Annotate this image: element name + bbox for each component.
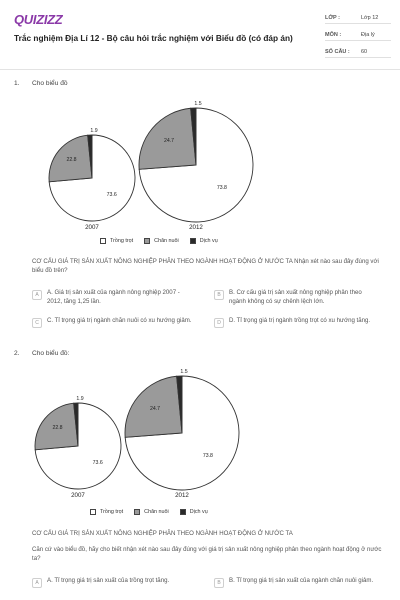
slice-value-label: 1.5 — [180, 369, 188, 375]
legend-item-livestock — [144, 238, 179, 244]
question-prompt: Cho biểu đồ — [32, 80, 68, 87]
pie-year-label: 2007 — [71, 492, 85, 499]
meta-label: MÔN : — [325, 32, 342, 38]
answer-option-a[interactable] — [32, 289, 192, 307]
document-title: Trắc nghiệm Địa Lí 12 - Bộ câu hỏi trắc nghiệm với Biểu đồ (có đáp án) — [14, 33, 293, 43]
legend-label: Trồng trọt — [100, 509, 124, 515]
chart-legend-q1 — [100, 238, 229, 244]
option-text: A. Giá trị sản xuất của ngành nông nghiệp 2007 - 2012, tăng 1,25 lần. — [47, 289, 180, 305]
meta-value: Địa lý — [361, 32, 375, 38]
slice-value-label: 1.9 — [76, 396, 84, 402]
legend-label: Chăn nuôi — [144, 509, 169, 515]
answer-option-a[interactable] — [32, 577, 192, 588]
legend-item-service — [190, 238, 218, 244]
pie-year-label: 2012 — [189, 224, 203, 231]
legend-swatch — [90, 509, 96, 515]
pie-year-label: 2012 — [175, 492, 189, 499]
legend-item-livestock — [134, 509, 169, 515]
pie-year-label: 2007 — [85, 224, 99, 231]
slice-value-label: 73.6 — [92, 460, 103, 466]
legend-item-service — [180, 509, 208, 515]
option-letter: A — [32, 578, 42, 588]
option-text: B. Cơ cấu giá trị sản xuất nông nghiệp phân theo ngành không có sự chênh lệch lớn. — [229, 289, 362, 305]
legend-label: Dịch vụ — [199, 238, 218, 244]
legend-swatch — [134, 509, 140, 515]
option-letter: A — [32, 290, 42, 300]
header-divider — [0, 69, 400, 70]
option-text: D. Tỉ trọng giá trị ngành trồng trọt có xu hướng tăng. — [229, 317, 371, 324]
meta-row-class — [325, 10, 391, 24]
slice-value-label: 22.8 — [52, 425, 63, 431]
option-letter: B — [214, 578, 224, 588]
legend-label: Trồng trọt — [110, 238, 134, 244]
option-letter: D — [214, 318, 224, 328]
question-description: CƠ CẤU GIÁ TRỊ SẢN XUẤT NÔNG NGHIỆP PHÂN THEO NGÀNH HOẠT ĐỘNG Ở NƯỚC TA Nhận xét nào sau đây đúng với biểu đồ trên? — [32, 258, 379, 274]
option-text: B. Tỉ trọng giá trị sản xuất của ngành chăn nuôi giảm. — [229, 577, 374, 584]
slice-value-label: 24.7 — [149, 406, 161, 413]
pie-chart-q2 — [26, 366, 256, 500]
meta-value: 60 — [361, 49, 368, 55]
question-number: 1. — [14, 80, 20, 87]
legend-swatch — [190, 238, 196, 244]
slice-value-label: 24.7 — [163, 138, 175, 145]
slice-value-label: 1.5 — [194, 101, 202, 107]
option-text: C. Tỉ trọng giá trị ngành chăn nuôi có xu hướng giảm. — [47, 317, 192, 324]
legend-swatch — [180, 509, 186, 515]
question-description: CƠ CẤU GIÁ TRỊ SẢN XUẤT NÔNG NGHIỆP PHÂN THEO NGÀNH HOẠT ĐỘNG Ở NƯỚC TA — [32, 530, 293, 537]
legend-label: Chăn nuôi — [154, 238, 179, 244]
option-letter: B — [214, 290, 224, 300]
meta-value: Lớp 12 — [361, 15, 379, 21]
pie-chart-q1 — [40, 98, 270, 232]
question-number: 2. — [14, 350, 20, 357]
answer-option-b[interactable] — [214, 577, 374, 588]
chart-legend-q2 — [90, 509, 219, 515]
slice-value-label: 73.6 — [106, 192, 117, 198]
meta-row-subject — [325, 27, 391, 41]
question-prompt: Cho biểu đồ: — [32, 350, 70, 357]
meta-row-count — [325, 44, 391, 58]
slice-value-label: 73.8 — [202, 453, 213, 459]
legend-item-crop — [100, 238, 133, 244]
answer-option-c[interactable] — [32, 317, 192, 328]
meta-label: SỐ CÂU : — [325, 49, 350, 55]
quizizz-logo[interactable]: QUIZIZZ — [14, 12, 63, 27]
legend-swatch — [100, 238, 106, 244]
question-description-2: Căn cứ vào biểu đồ, hãy cho biết nhận xét nào sau đây đúng với giá trị sản xuất nông nghiệp phân theo ngành hoạt động ở nước ta? — [32, 546, 382, 562]
slice-value-label: 73.8 — [216, 185, 227, 191]
option-letter: C — [32, 318, 42, 328]
legend-item-crop — [90, 509, 123, 515]
option-text: A. Tỉ trọng giá trị sản xuất của trồng trọt tăng. — [47, 577, 170, 584]
slice-value-label: 1.9 — [90, 128, 98, 134]
slice-value-label: 22.8 — [66, 157, 77, 163]
answer-option-b[interactable] — [214, 289, 374, 307]
legend-swatch — [144, 238, 150, 244]
legend-label: Dịch vụ — [189, 509, 208, 515]
header — [0, 0, 400, 72]
answer-option-d[interactable] — [214, 317, 374, 328]
meta-box — [325, 10, 391, 61]
meta-label: LỚP : — [325, 15, 340, 21]
